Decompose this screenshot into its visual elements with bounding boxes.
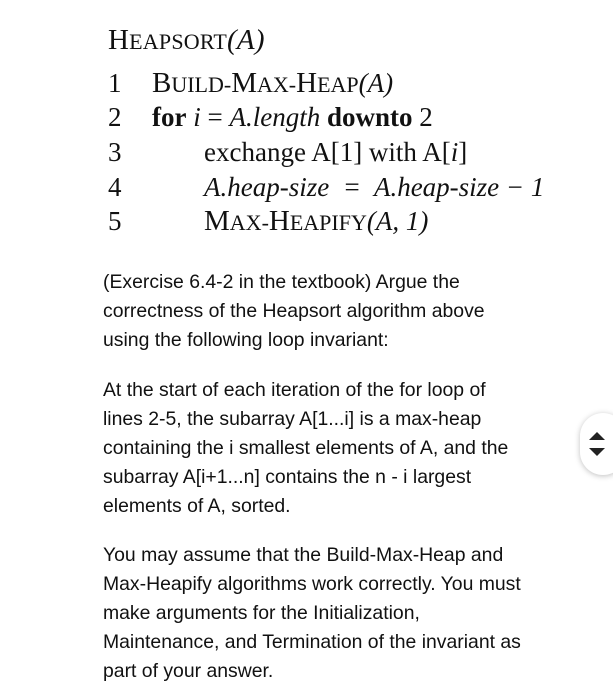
build-eap: EAP <box>317 72 359 97</box>
line-number: 2 <box>108 102 122 132</box>
build-uild: UILD- <box>171 72 232 97</box>
algorithm-title <box>108 20 265 60</box>
keyword-for: for <box>152 102 187 132</box>
build-args: (A) <box>358 68 394 98</box>
heap-size-decrement: A.heap-size = A.heap-size − 1 <box>204 172 545 202</box>
line-number: 3 <box>108 137 122 167</box>
var-i: i <box>193 102 201 132</box>
heapify-ax: AX- <box>229 210 269 235</box>
algorithm-block <box>108 20 545 237</box>
title-args: (A) <box>227 24 265 56</box>
exercise-intro: (Exercise 6.4-2 in the textbook) Argue the correctness of the Heapsort algorithm above using the following loop invariant: <box>103 271 485 351</box>
downto-end: 2 <box>419 102 433 132</box>
build-m: M <box>231 67 258 99</box>
scroll-button[interactable] <box>580 413 613 475</box>
line-number: 5 <box>108 206 122 236</box>
exchange-close: ] <box>458 137 468 167</box>
line-number: 4 <box>108 172 122 202</box>
build-b: B <box>152 67 172 99</box>
loop-invariant: At the start of each iteration of the for loop of lines 2-5, the subarray A[1...i] is a max-heap containing the i smallest elements of A, and the subarray A[i+1...n] contains the n - i largest elements of A, sorted. <box>103 379 509 517</box>
var-i: i <box>450 137 459 167</box>
equals: = <box>207 102 223 132</box>
heapify-h: H <box>268 205 290 237</box>
heapify-args: (A, 1) <box>366 206 429 236</box>
heapify-eapify: EAPIFY <box>289 210 367 235</box>
exchange-args: A[1] with A[ <box>311 137 451 167</box>
line-number: 1 <box>108 68 122 98</box>
heapify-m: M <box>204 205 230 237</box>
instructions: You may assume that the Build-Max-Heap and Max-Heapify algorithms work correctly. You must make arguments for the Initialization, Maintenance, and Termination of the invariant as part of your answer. <box>103 544 521 682</box>
build-h: H <box>296 67 318 99</box>
a-length: A.length <box>229 102 321 132</box>
exchange-keyword: exchange <box>204 137 306 167</box>
title-rest: EAPSORT <box>129 29 228 54</box>
keyword-downto: downto <box>326 102 413 132</box>
title-first-letter: H <box>108 24 130 56</box>
up-down-arrows-icon <box>580 413 613 475</box>
build-ax: AX- <box>257 72 297 97</box>
